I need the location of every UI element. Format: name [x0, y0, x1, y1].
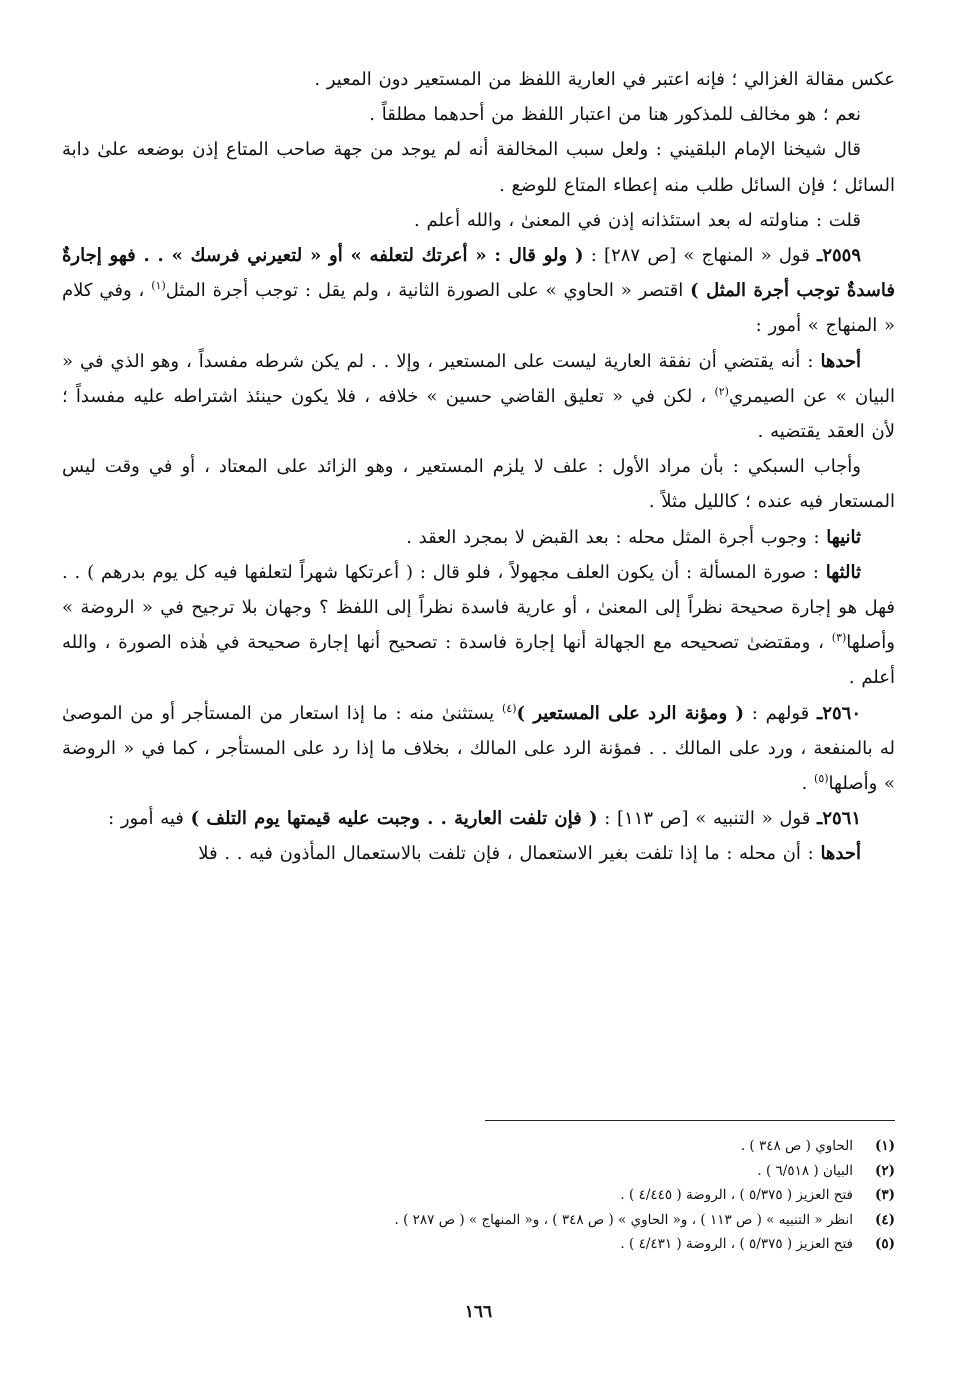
paragraph	[62, 203, 895, 238]
paragraph	[62, 520, 895, 555]
paragraph	[62, 696, 895, 802]
text-segment: : أن محله : ما إذا تلفت بغير الاستعمال ، فإن تلفت بالاستعمال المأذون فيه . . فلا	[198, 843, 821, 865]
bold-text: ٢٥٦١ـ	[817, 808, 861, 830]
text-segment: نعم ؛ هو مخالف للمذكور هنا من اعتبار اللفظ من أحدهما مطلقاً .	[369, 104, 861, 126]
text-segment: قول « المنهاج » [ص ٢٨٧] :	[583, 245, 818, 267]
text-segment: فيه أمور :	[108, 808, 191, 830]
paragraph	[62, 836, 895, 871]
text-segment: وأجاب السبكي : بأن مراد الأول : علف لا يلزم المستعير ، وهو الزائد على المعتاد ، أو في وقت ليس المستعار فيه عنده ؛ كالليل مثلاً .	[62, 456, 895, 513]
footnote-text: فتح العزيز ( ٥/٣٧٥ ) ، الروضة ( ٤/٤٣١ ) .	[620, 1236, 853, 1252]
footnote-number: (٣)	[874, 1187, 895, 1203]
footnote-divider	[485, 1120, 895, 1121]
bold-text: ٢٥٦٠ـ	[817, 702, 861, 724]
text-segment: عكس مقالة الغزالي ؛ فإنه اعتبر في العارية اللفظ من المستعير دون المعير .	[314, 69, 895, 90]
paragraph	[62, 555, 895, 696]
paragraph	[62, 801, 895, 836]
footnote-number: (٥)	[874, 1236, 895, 1252]
text-segment: قلت : مناولته له بعد استئذانه إذن في المعنىٰ ، والله أعلم .	[414, 209, 861, 231]
paragraph	[62, 97, 895, 132]
bold-text: ٢٥٥٩ـ	[817, 245, 861, 267]
footnote-item	[62, 1183, 895, 1208]
text-segment: : أنه يقتضي أن نفقة العارية ليست على المستعير ، وإلا . . لم يكن شرطه مفسداً ، وهو الذي في « البيان » عن الصيمري	[62, 350, 895, 407]
text-segment: قولهم :	[743, 702, 818, 724]
footnote-ref: (٣)	[831, 631, 847, 645]
footnote-number: (٤)	[874, 1211, 895, 1228]
footnote-item	[62, 1159, 895, 1184]
main-text	[62, 62, 895, 872]
footnote-item	[62, 1134, 895, 1159]
footnote-number: (٢)	[874, 1162, 895, 1179]
footnote-ref: (٢)	[714, 384, 729, 398]
page	[62, 62, 895, 1362]
footnote-ref: (٤)	[501, 701, 517, 715]
footnote-item	[62, 1208, 895, 1233]
text-segment: ، ومقتضىٰ تصحيحه مع الجهالة أنها إجارة فاسدة : تصحيح أنها إجارة صحيحة في هٰذه الصورة ، والله أعلم .	[62, 632, 895, 689]
text-segment: اقتصر « الحاوي » على الصورة الثانية ، ولم يقل : توجب أجرة المثل	[165, 280, 691, 302]
text-segment: قول « التنبيه » [ص ١١٣] :	[597, 808, 818, 830]
bold-text: ثانيها	[826, 526, 861, 548]
footnote-text: الحاوي ( ص ٣٤٨ ) .	[740, 1138, 853, 1154]
page-number: ١٦٦	[464, 1302, 493, 1322]
footnote-text: البيان ( ٦/٥١٨ ) .	[757, 1162, 853, 1179]
footnote-number: (١)	[874, 1138, 895, 1154]
text-segment: قال شيخنا الإمام البلقيني : ولعل سبب المخالفة أنه لم يوجد من جهة صاحب المتاع إذن بوضعه علىٰ دابة السائل ؛ فإن السائل طلب منه إعطاء المتاع للوضع .	[62, 139, 895, 196]
paragraph	[62, 62, 895, 97]
footnote-text: فتح العزيز ( ٥/٣٧٥ ) ، الروضة ( ٤/٤٤٥ ) .	[620, 1187, 853, 1203]
text-segment: : صورة المسألة : أن يكون العلف مجهولاً ، فلو قال : ( أعرتكها شهراً لتعلفها فيه كل يوم بدرهم ) . . فهل هو إجارة صحيحة نظراً إلى المعنىٰ ، أو عارية فاسدة نظراً إلى اللفظ ؟ وجهان بلا ترجيح في « الروضة » وأصلها	[62, 561, 896, 654]
footnote-ref: (١)	[151, 279, 166, 293]
paragraph	[62, 238, 895, 344]
text-segment: .	[801, 773, 815, 795]
paragraph	[62, 344, 895, 450]
bold-text: ( فإن تلفت العارية . . وجبت عليه قيمتها يوم التلف )	[190, 808, 598, 830]
footnote-text: انظر « التنبيه » ( ص ١١٣ ) ، و« الحاوي » ( ص ٣٤٨ ) ، و« المنهاج » ( ص ٢٨٧ ) .	[394, 1211, 853, 1228]
footnote-item	[62, 1232, 895, 1257]
bold-text: أحدها	[820, 350, 861, 372]
paragraph	[62, 449, 895, 519]
text-segment: ، لكن في « تعليق القاضي حسين » خلافه ، فلا يكون حينئذ اشتراطه عليه مفسداً ؛ لأن العقد يقتضيه .	[62, 385, 895, 443]
bold-text: ( ومؤنة الرد على المستعير )	[516, 702, 744, 724]
bold-text: ( ولو قال : « أعرتك لتعلفه » أو « لتعيرني فرسك » . . فهو إجارةٌ فاسدةٌ توجب أجرة المثل )	[62, 245, 895, 302]
text-segment: ، وفي كلام « المنهاج » أمور :	[62, 280, 895, 337]
text-segment: : وجوب أجرة المثل محله : بعد القبض لا بمجرد العقد .	[406, 526, 827, 548]
bold-text: أحدها	[820, 843, 861, 865]
paragraph	[62, 132, 895, 202]
footnote-ref: (٥)	[814, 772, 829, 786]
footnotes	[62, 1134, 895, 1257]
bold-text: ثالثها	[825, 561, 861, 583]
text-segment: يستثنىٰ منه : ما إذا استعار من المستأجر أو من الموصىٰ له بالمنفعة ، ورد على المالك . . فمؤنة الرد على المالك ، بخلاف ما إذا رد على المستأجر ، كما في « الروضة » وأصلها	[62, 702, 895, 795]
